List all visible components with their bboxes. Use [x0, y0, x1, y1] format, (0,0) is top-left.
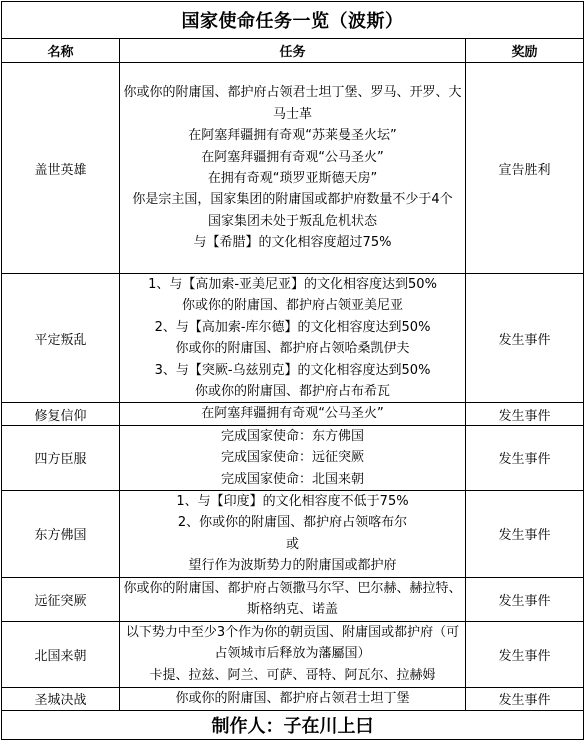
header-row: [2, 39, 584, 63]
mission-name: 平定叛乱: [2, 274, 120, 403]
task-line: 望行作为波斯势力的附庸国或都护府: [188, 558, 397, 574]
mission-reward: 发生事件: [466, 274, 584, 403]
table-row: [2, 274, 584, 403]
mission-rows: [2, 63, 584, 711]
table-row: [2, 425, 584, 490]
mission-task: [120, 274, 466, 403]
task-line: 完成国家使命：北国来朝: [220, 471, 364, 487]
task-line: 国家集团未处于叛乱危机状态: [207, 213, 377, 229]
mission-task: [120, 687, 466, 710]
mission-task: [120, 63, 466, 274]
task-line: 你或你的附庸国、都护府占领哈桑凯伊夫: [175, 341, 410, 357]
task-line: 卡提、拉兹、阿兰、可萨、哥特、阿瓦尔、拉赫姆: [149, 667, 436, 683]
mission-task: [120, 425, 466, 490]
mission-task: [120, 403, 466, 425]
mission-reward: 发生事件: [466, 577, 584, 621]
task-line: 1、与【印度】的文化相容度不低于75%: [176, 494, 409, 510]
mission-reward: 发生事件: [466, 425, 584, 490]
task-line: 在拥有奇观“琐罗亚斯德天房”: [207, 171, 378, 186]
mission-reward: 发生事件: [466, 621, 584, 687]
task-line: 与【希腊】的文化相容度超过75%: [193, 235, 392, 251]
task-line: 1、与【高加索-亚美尼亚】的文化相容度达到50%: [148, 277, 437, 292]
task-line: 在阿塞拜疆拥有奇观“公马圣火”: [201, 406, 384, 422]
sheet-title: 国家使命任务一览（波斯）: [2, 2, 584, 39]
mission-task: [120, 577, 466, 621]
task-line: 你或你的附庸国、都护府占布希瓦: [194, 384, 390, 400]
footer-row: [2, 710, 584, 739]
mission-reward: 发生事件: [466, 403, 584, 425]
table-row: [2, 63, 584, 274]
mission-reward: 发生事件: [466, 491, 584, 578]
table-row: [2, 577, 584, 621]
task-line: 完成国家使命：远征突厥: [220, 450, 364, 466]
task-line: 在阿塞拜疆拥有奇观“公马圣火”: [201, 149, 384, 165]
task-line: 2、你或你的附庸国、都护府占领喀布尔: [177, 515, 408, 531]
mission-name: 东方佛国: [2, 491, 120, 578]
header-task: 任务: [120, 39, 466, 63]
task-line: 3、与【突厥-乌兹别克】的文化相容度达到50%: [154, 362, 431, 378]
task-line: 或: [285, 536, 299, 552]
mission-name: 四方臣服: [2, 425, 120, 490]
mission-sheet: [0, 1, 584, 737]
task-line: 你或你的附庸国、都护府占领君士坦丁堡: [175, 690, 410, 706]
table-row: [2, 403, 584, 425]
task-line: 你或你的附庸国、都护府占领亚美尼亚: [181, 298, 403, 314]
mission-reward: 发生事件: [466, 687, 584, 710]
mission-table: [1, 1, 584, 740]
mission-name: 北国来朝: [2, 621, 120, 687]
mission-task: [120, 491, 466, 578]
task-line: 你或你的附庸国、都护府占领撒马尔罕、巴尔赫、赫拉特、斯格纳克、诺盖: [123, 580, 462, 618]
task-line: 以下势力中至少3个作为你的朝贡国、附庸国或都护府（可占领城市后释放为藩屬国）: [125, 624, 460, 662]
task-line: 完成国家使命：东方佛国: [220, 428, 364, 444]
table-row: [2, 621, 584, 687]
task-line: 你是宗主国，国家集团的附庸国或都护府数量不少于4个: [132, 192, 453, 208]
header-name: 名称: [2, 39, 120, 63]
author-credit: 制作人：子在川上曰: [2, 710, 584, 739]
task-line: 你或你的附庸国、都护府占领君士坦丁堡、罗马、开罗、大马士革: [123, 85, 462, 122]
mission-name: 远征突厥: [2, 577, 120, 621]
mission-name: 盖世英雄: [2, 63, 120, 274]
mission-reward: 宣告胜利: [466, 63, 584, 274]
mission-name: 圣城决战: [2, 687, 120, 710]
header-reward: 奖励: [466, 39, 584, 63]
mission-name: 修复信仰: [2, 403, 120, 425]
table-row: [2, 687, 584, 710]
task-line: 2、与【高加索-库尔德】的文化相容度达到50%: [154, 319, 431, 335]
title-row: [2, 2, 584, 39]
mission-task: [120, 621, 466, 687]
task-line: 在阿塞拜疆拥有奇观“苏莱曼圣火坛”: [188, 128, 397, 144]
table-row: [2, 491, 584, 578]
